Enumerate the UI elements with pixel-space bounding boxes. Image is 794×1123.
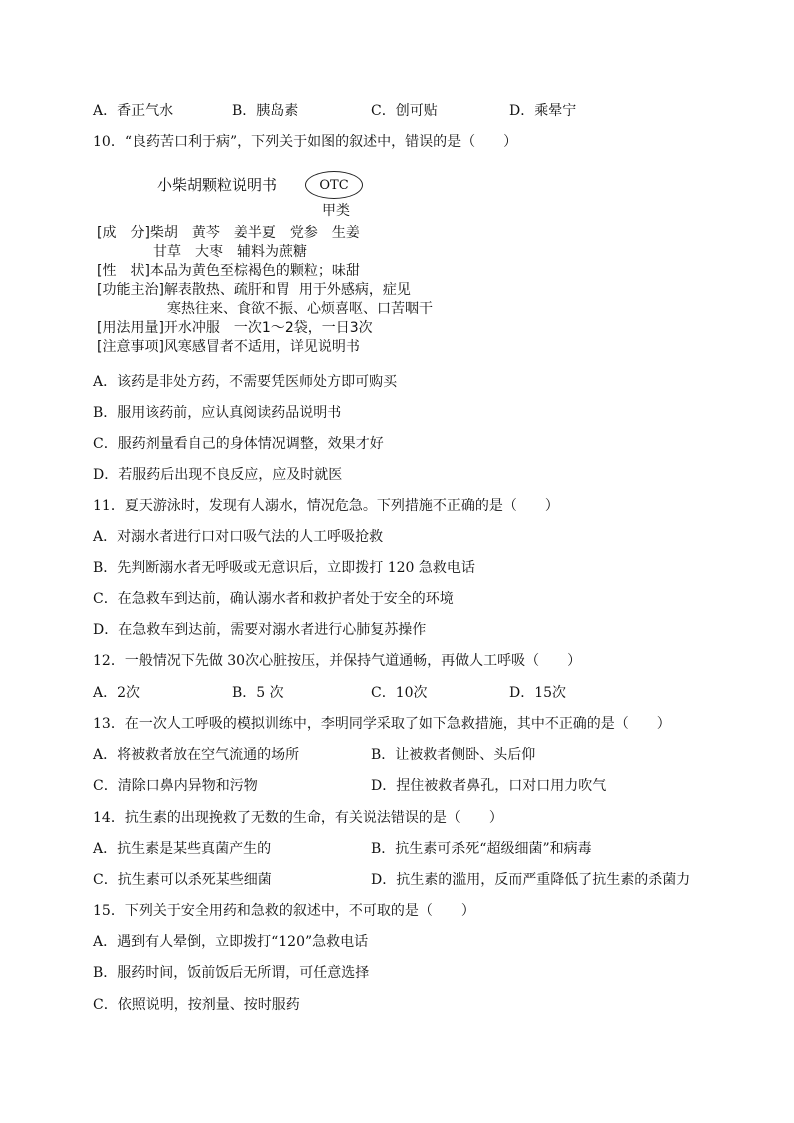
- q14-option-d: D．抗生素的滥用，反而严重降低了抗生素的杀菌力: [371, 872, 691, 888]
- leaflet-line: 寒热往来、食欲不振、心烦喜呕、口苦咽干: [97, 301, 433, 317]
- q12-option-d: D．15次: [509, 685, 567, 701]
- q10-option-b: B．服用该药前，应认真阅读药品说明书: [93, 405, 342, 421]
- q10-option-c: C．服药剂量看自己的身体情况调整，效果才好: [93, 436, 384, 452]
- leaflet-line: [功能主治]解表散热、疏肝和胃 用于外感病，症见: [97, 282, 411, 298]
- q13-option-a: A．将被救者放在空气流通的场所: [93, 747, 300, 763]
- leaflet-line: [性 状]本品为黄色至棕褐色的颗粒；味甜: [97, 263, 360, 279]
- otc-category: 甲类: [322, 203, 350, 219]
- q9-option-a: A．香正气水: [93, 103, 174, 119]
- q13-option-d: D．捏住被救者鼻孔，口对口用力吹气: [371, 778, 607, 794]
- q12-option-b: B．5 次: [232, 685, 284, 701]
- q12-option-c: C．10次: [371, 685, 428, 701]
- q14-option-b: B．抗生素可杀死“超级细菌”和病毒: [371, 841, 592, 857]
- q12-option-a: A．2次: [93, 685, 141, 701]
- q11-option-d: D．在急救车到达前，需要对溺水者进行心肺复苏操作: [93, 622, 427, 638]
- leaflet-line: [用法用量]开水冲服 一次1～2袋，一日3次: [97, 320, 373, 336]
- otc-badge-label: OTC: [319, 177, 349, 193]
- q13-stem: 13．在一次人工呼吸的模拟训练中，李明同学采取了如下急救措施，其中不正确的是（ ）: [93, 716, 671, 732]
- leaflet-title: 小柴胡颗粒说明书: [157, 176, 278, 194]
- q15-option-c: C．依照说明，按剂量、按时服药: [93, 997, 300, 1013]
- q12-stem: 12．一般情况下先做 30次心脏按压，并保持气道通畅，再做人工呼吸（ ）: [93, 653, 582, 669]
- q15-option-b: B．服药时间，饭前饭后无所谓，可任意选择: [93, 965, 370, 981]
- q10-option-a: A．该药是非处方药，不需要凭医师处方即可购买: [93, 374, 398, 390]
- q9-option-b: B．胰岛素: [232, 103, 299, 119]
- q10-stem: 10．“良药苦口利于病”，下列关于如图的叙述中，错误的是（ ）: [93, 134, 518, 150]
- q13-option-b: B．让被救者侧卧、头后仰: [371, 747, 536, 763]
- q15-stem: 15．下列关于安全用药和急救的叙述中，不可取的是（ ）: [93, 903, 475, 919]
- q11-option-c: C．在急救车到达前，确认溺水者和救护者处于安全的环境: [93, 591, 454, 607]
- medicine-leaflet-figure: [93, 168, 513, 358]
- q11-option-a: A．对溺水者进行口对口吸气法的人工呼吸抢救: [93, 529, 384, 545]
- leaflet-line: [成 分]柴胡 黄芩 姜半夏 党参 生姜: [97, 225, 360, 241]
- leaflet-line: 甘草 大枣 辅料为蔗糖: [97, 244, 307, 260]
- q14-option-c: C．抗生素可以杀死某些细菌: [93, 872, 272, 888]
- q13-option-c: C．清除口鼻内异物和污物: [93, 778, 258, 794]
- q14-stem: 14．抗生素的出现挽救了无数的生命，有关说法错误的是（ ）: [93, 810, 503, 826]
- q15-option-a: A．遇到有人晕倒，立即拨打“120”急救电话: [93, 934, 369, 950]
- leaflet-line: [注意事项]风寒感冒者不适用，详见说明书: [97, 339, 360, 355]
- q9-option-c: C．创可贴: [371, 103, 438, 119]
- q10-option-d: D．若服药后出现不良反应，应及时就医: [93, 467, 343, 483]
- q11-option-b: B．先判断溺水者无呼吸或无意识后，立即拨打 120 急救电话: [93, 560, 475, 576]
- otc-badge: [305, 171, 363, 199]
- q11-stem: 11．夏天游泳时，发现有人溺水，情况危急。下列措施不正确的是（ ）: [93, 498, 559, 514]
- q14-option-a: A．抗生素是某些真菌产生的: [93, 841, 272, 857]
- q9-option-d: D．乘晕宁: [509, 103, 577, 119]
